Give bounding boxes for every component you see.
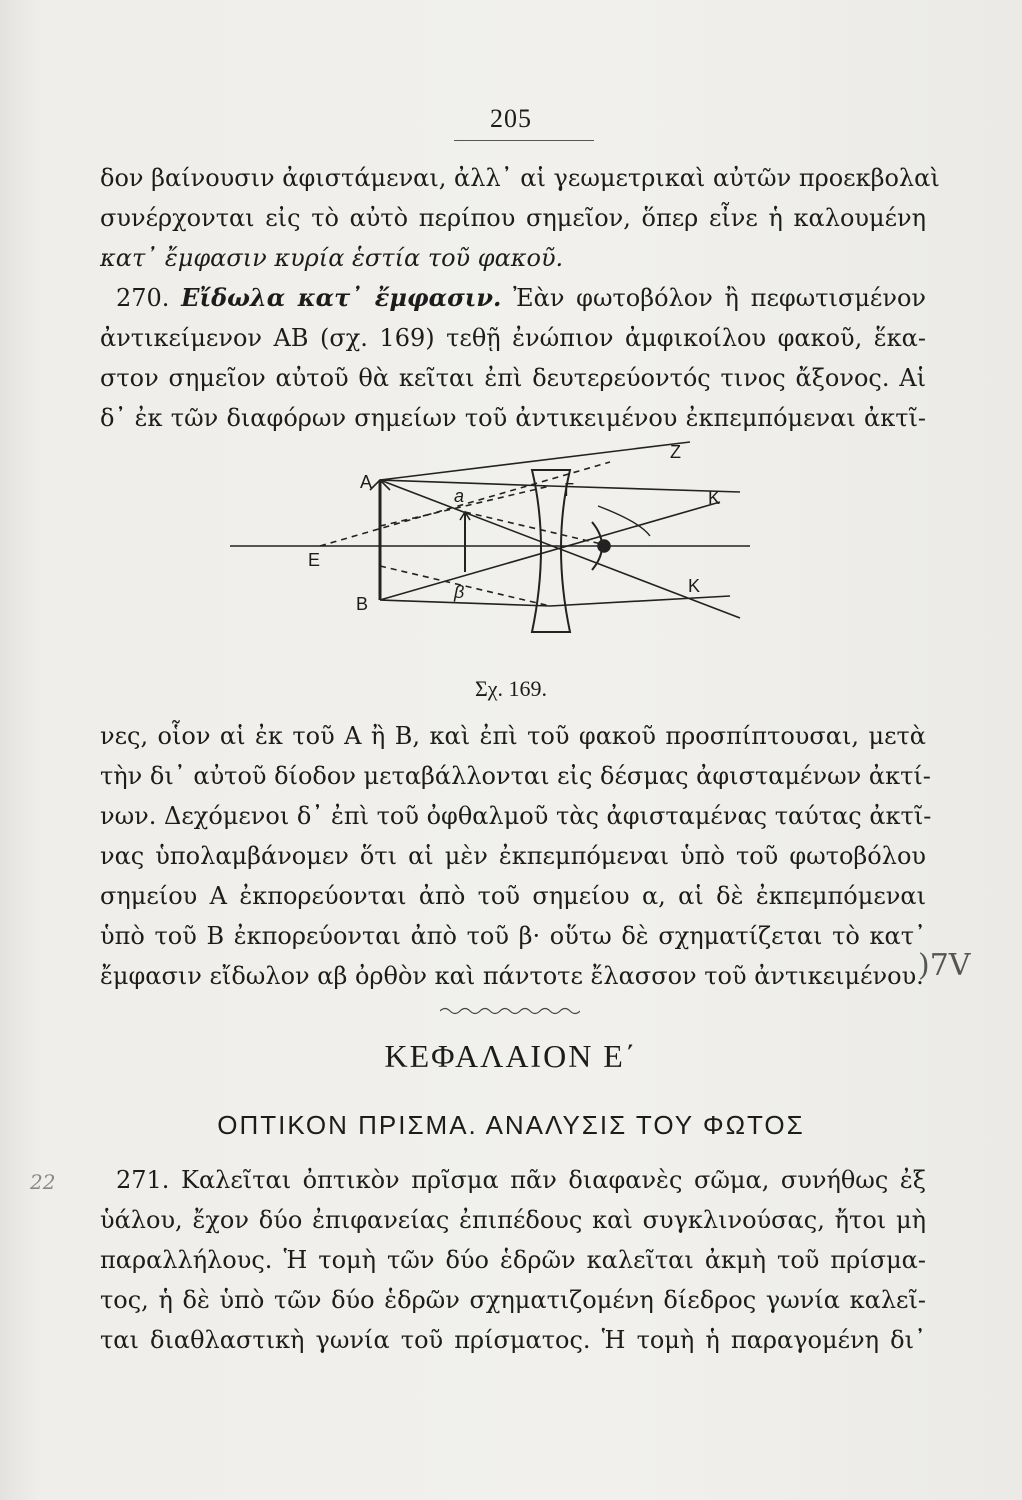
page-number-rule bbox=[454, 140, 594, 141]
wave-ornament bbox=[440, 1006, 580, 1016]
section-270-first-line bbox=[100, 278, 926, 318]
section-271-number: 271. bbox=[116, 1166, 170, 1194]
figure-169-diagram bbox=[220, 432, 780, 668]
text-line: κατ᾽ ἔμφασιν κυρία ἑστία τοῦ φακοῦ. bbox=[100, 244, 564, 272]
label-b-lower: β bbox=[454, 582, 465, 602]
section-heading: ΟΠΤΙΚΟΝ ΠΡΙΣΜΑ. ΑΝΑΛΥΣΙΣ ΤΟΥ ΦΩΤΟΣ bbox=[217, 1110, 805, 1140]
text-line: τὴν δι᾽ αὐτοῦ δίοδον μεταβάλλονται εἰς δέσμας ἀφισταμένων ἀκτί- bbox=[100, 762, 931, 790]
chapter-heading: ΚΕΦΑΛΑΙΟΝ Ε΄ bbox=[384, 1038, 638, 1074]
section-270-paragraph bbox=[100, 278, 926, 438]
section-270-title: Εἴδωλα κατ᾽ ἔμφασιν. bbox=[181, 283, 502, 312]
text-line: σημείου Α ἐκπορεύονται ἀπὸ τοῦ σημείου α, αἱ δὲ ἐκπεμπόμεναι bbox=[100, 882, 926, 910]
label-e: E bbox=[308, 550, 321, 570]
intro-paragraph bbox=[100, 158, 940, 278]
label-z: Z bbox=[670, 442, 681, 462]
text-line: δ᾽ ἐκ τῶν διαφόρων σημείων τοῦ ἀντικειμένου ἐκπεμπόμεναι ἀκτῖ- bbox=[100, 404, 926, 432]
eye-pupil bbox=[598, 540, 610, 552]
ray-b-1 bbox=[380, 502, 720, 600]
label-a-lower: a bbox=[454, 486, 465, 506]
text-line: νων. Δεχόμενοι δ᾽ ἐπὶ τοῦ ὀφθαλμοῦ τὰς ἀφισταμένας ταύτας ἀκτῖ- bbox=[100, 802, 932, 830]
label-k-upper: K bbox=[708, 488, 721, 508]
text-line: νας ὑπολαμβάνομεν ὅτι αἱ μὲν ἐκπεμπόμεναι ὑπὸ τοῦ φωτοβόλου bbox=[100, 842, 926, 870]
ray-b-2 bbox=[380, 600, 550, 606]
label-a-upper: A bbox=[360, 472, 373, 492]
text-line: στον σημεῖον αὐτοῦ θὰ κεῖται ἐπὶ δευτερεύοντός τινος ἄξονος. Αἱ bbox=[100, 364, 926, 392]
label-gamma: Γ bbox=[564, 480, 574, 500]
text-line: ἔμφασιν εἴδωλον αβ ὀρθὸν καὶ πάντοτε ἔλασσον τοῦ ἀντικειμένου. bbox=[100, 962, 924, 990]
section-271-first-line-text: Καλεῖται ὀπτικὸν πρῖσμα πᾶν διαφανὲς σῶμα, συνήθως ἐξ bbox=[181, 1166, 926, 1194]
page-number: 205 bbox=[490, 104, 532, 133]
text-line: συνέρχονται εἰς τὸ αὐτὸ περίπου σημεῖον, ὅπερ εἶνε ἡ καλουμένη bbox=[100, 204, 926, 232]
section-271-first-line bbox=[100, 1160, 926, 1200]
text-line: ἀντικείμενον ΑΒ (σχ. 169) τεθῇ ἐνώπιον ἀμφικοίλου φακοῦ, ἕκα- bbox=[100, 324, 926, 352]
text-line: ὑάλου, ἔχον δύο ἐπιφανείας ἐπιπέδους καὶ συγκλινούσας, ἤτοι μὴ bbox=[100, 1206, 926, 1234]
figure-caption: Σχ. 169. bbox=[474, 676, 548, 701]
eye-lid bbox=[598, 506, 650, 536]
text-line: ὑπὸ τοῦ Β ἐκπορεύονται ἀπὸ τοῦ β· οὕτω δὲ σχηματίζεται τὸ κατ᾽ bbox=[100, 922, 926, 950]
text-line: ται διαθλαστικὴ γωνία τοῦ πρίσματος. Ἡ τομὴ ἡ παραγομένη δι᾽ bbox=[100, 1326, 926, 1354]
ray-a-z bbox=[380, 442, 690, 480]
section-271-paragraph bbox=[100, 1160, 926, 1360]
section-270-number: 270. bbox=[116, 284, 170, 312]
ray-a-2 bbox=[380, 480, 740, 618]
text-line: τος, ἡ δὲ ὑπὸ τῶν δύο ἑδρῶν σχηματιζομένη δίεδρος γωνία καλεῖ- bbox=[100, 1286, 926, 1314]
ray-a-1 bbox=[380, 480, 550, 486]
label-k-lower: K bbox=[688, 576, 701, 596]
text-line: δον βαίνουσιν ἀφιστάμεναι, ἀλλ᾽ αἱ γεωμετρικαὶ αὐτῶν προεκβολαὶ bbox=[100, 164, 940, 192]
section-270-first-line-text: Ἐὰν φωτοβόλον ἢ πεφωτισμένον bbox=[513, 284, 926, 312]
continuation-paragraph bbox=[100, 716, 932, 996]
handwritten-margin-mark: )7V bbox=[918, 948, 971, 983]
text-line: νες, οἷον αἱ ἐκ τοῦ Α ἢ Β, καὶ ἐπὶ τοῦ φακοῦ προσπίπτουσαι, μετὰ bbox=[100, 722, 926, 750]
margin-note-left: 22 bbox=[30, 1170, 56, 1194]
label-b-upper: B bbox=[356, 594, 369, 614]
text-line: παραλλήλους. Ἡ τομὴ τῶν δύο ἑδρῶν καλεῖται ἀκμὴ τοῦ πρίσμα- bbox=[100, 1246, 926, 1274]
